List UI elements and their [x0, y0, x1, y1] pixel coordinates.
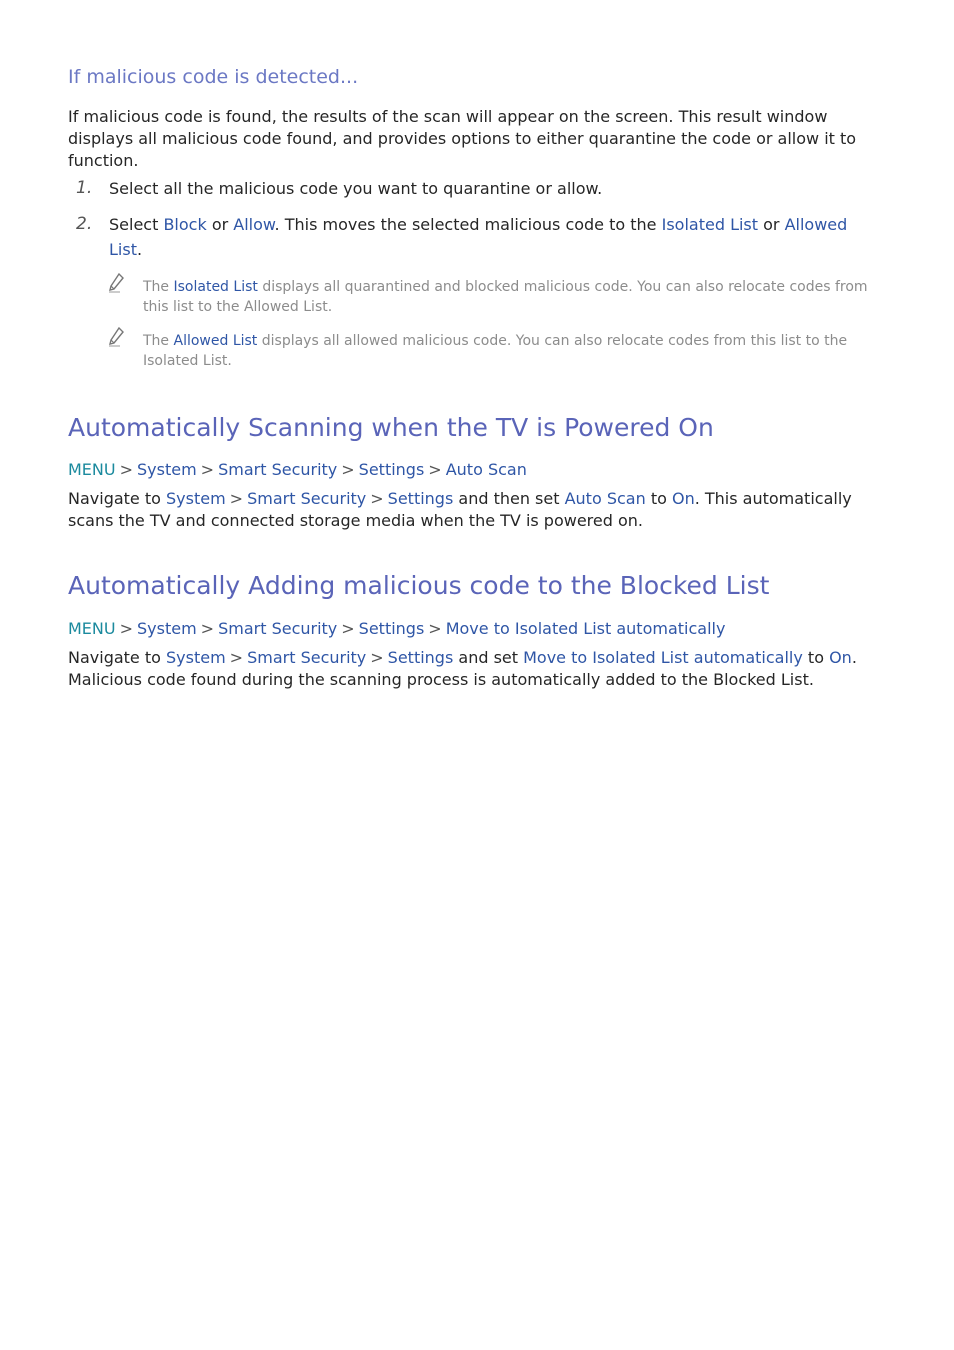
section-title-auto-scan: Automatically Scanning when the TV is Powered On [68, 413, 714, 442]
pencil-note-icon [108, 273, 124, 293]
note-text: The Allowed List displays all allowed malicious code. You can also relocate codes from this list to the Isolated List. [143, 333, 848, 369]
step-text: Select Block or Allow. This moves the selected malicious code to the Isolated List or Allowed List. [109, 215, 848, 259]
breadcrumb-auto-scan: MENU > System > Smart Security > Settings > Auto Scan [68, 460, 527, 479]
step-number: 1. [76, 178, 93, 198]
note-text: The Isolated List displays all quarantined and blocked malicious code. You can also relocate codes from this list to the Allowed List. [143, 279, 868, 315]
pencil-note-icon [108, 327, 124, 347]
allowed-list-ref: Allowed List [109, 215, 848, 259]
auto-scan-paragraph: Navigate to System > Smart Security > Settings and then set Auto Scan to On. This automatically scans the TV and connected storage media when the TV is powered on. [68, 489, 852, 530]
isolated-list-ref: Isolated List [661, 215, 759, 234]
breadcrumb-blocked-list: MENU > System > Smart Security > Settings > Move to Isolated List automatically [68, 619, 726, 638]
allow-option: Allow [233, 215, 275, 234]
blocked-list-paragraph: Navigate to System > Smart Security > Settings and set Move to Isolated List automatically to On. Malicious code found during the scanning process is automatically added to the Blocked List. [68, 648, 857, 689]
step-number: 2. [76, 214, 93, 234]
step-text: Select all the malicious code you want to quarantine or allow. [109, 179, 603, 198]
subheading: If malicious code is detected... [68, 66, 359, 88]
block-option: Block [163, 215, 207, 234]
section-title-blocked-list: Automatically Adding malicious code to the Blocked List [68, 571, 770, 600]
intro-paragraph: If malicious code is found, the results of the scan will appear on the screen. This result window displays all malicious code found, and provides options to either quarantine the code or allow it to function. [68, 107, 857, 170]
